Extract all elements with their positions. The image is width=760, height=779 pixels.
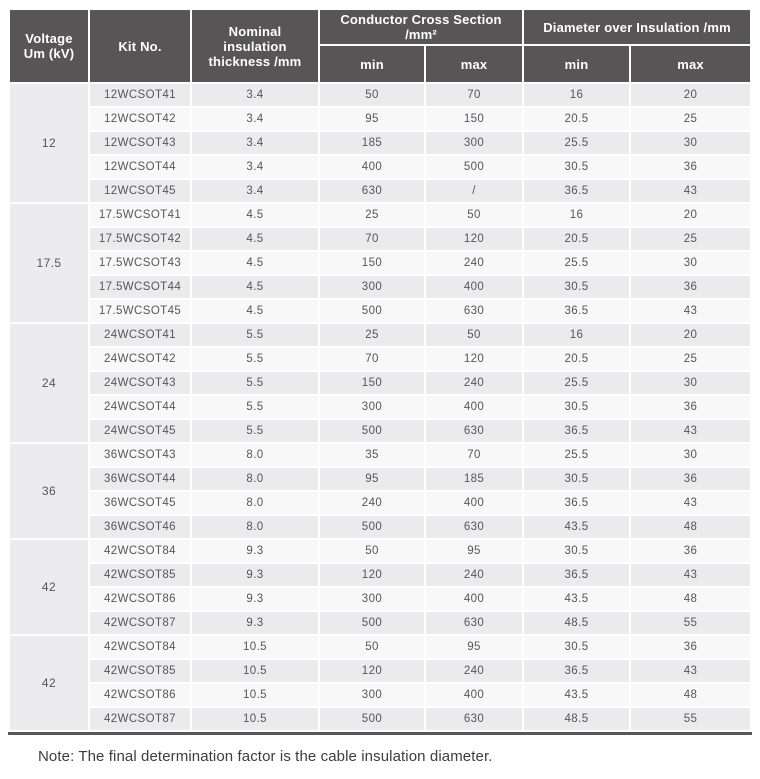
doi-min-cell: 16	[524, 324, 629, 346]
kit-selection-table	[8, 8, 752, 735]
thickness-cell: 9.3	[192, 564, 318, 586]
ccs-min-cell: 25	[320, 324, 424, 346]
table-row	[10, 252, 750, 274]
doi-max-cell: 20	[631, 84, 750, 106]
thickness-cell: 3.4	[192, 156, 318, 178]
ccs-min-cell: 500	[320, 708, 424, 730]
table-row	[10, 108, 750, 130]
ccs-min-cell: 630	[320, 180, 424, 202]
header-doi-min: min	[524, 46, 629, 82]
thickness-cell: 5.5	[192, 372, 318, 394]
ccs-max-cell: 240	[426, 660, 522, 682]
table-row	[10, 204, 750, 226]
header-voltage-line2: Um (kV)	[23, 46, 75, 61]
thickness-cell: 10.5	[192, 684, 318, 706]
voltage-group-cell: 17.5	[10, 204, 88, 322]
ccs-max-cell: 50	[426, 324, 522, 346]
table-row	[10, 444, 750, 466]
ccs-max-cell: 240	[426, 564, 522, 586]
doi-max-cell: 36	[631, 276, 750, 298]
ccs-max-cell: 120	[426, 228, 522, 250]
kit-no-cell: 42WCSOT84	[90, 636, 190, 658]
voltage-group-cell: 42	[10, 636, 88, 730]
kit-no-cell: 12WCSOT42	[90, 108, 190, 130]
doi-min-cell: 20.5	[524, 108, 629, 130]
voltage-group-cell: 36	[10, 444, 88, 538]
doi-min-cell: 36.5	[524, 660, 629, 682]
footnote: Note: The final determination factor is the cable insulation diameter.	[38, 748, 493, 765]
doi-max-cell: 43	[631, 564, 750, 586]
table-row	[10, 684, 750, 706]
kit-no-cell: 12WCSOT45	[90, 180, 190, 202]
table-row	[10, 396, 750, 418]
thickness-cell: 4.5	[192, 252, 318, 274]
table-row	[10, 708, 750, 730]
header-kit-no: Kit No.	[90, 10, 190, 82]
ccs-min-cell: 50	[320, 636, 424, 658]
doi-min-cell: 16	[524, 84, 629, 106]
doi-max-cell: 36	[631, 636, 750, 658]
header-nominal-line2: thickness /mm	[208, 53, 302, 69]
doi-min-cell: 48.5	[524, 612, 629, 634]
doi-min-cell: 25.5	[524, 444, 629, 466]
doi-min-cell: 36.5	[524, 492, 629, 514]
header-conductor-cross-section: Conductor Cross Section /mm²	[320, 10, 522, 44]
ccs-min-cell: 120	[320, 660, 424, 682]
header-ccs-min: min	[320, 46, 424, 82]
voltage-group-cell: 24	[10, 324, 88, 442]
table-row	[10, 420, 750, 442]
kit-no-cell: 17.5WCSOT41	[90, 204, 190, 226]
thickness-cell: 5.5	[192, 348, 318, 370]
doi-max-cell: 30	[631, 252, 750, 274]
table-row	[10, 660, 750, 682]
ccs-min-cell: 500	[320, 420, 424, 442]
table-header	[10, 10, 750, 82]
doi-min-cell: 25.5	[524, 132, 629, 154]
doi-min-cell: 25.5	[524, 372, 629, 394]
table-row	[10, 468, 750, 490]
voltage-group-cell: 12	[10, 84, 88, 202]
ccs-min-cell: 300	[320, 684, 424, 706]
doi-min-cell: 20.5	[524, 228, 629, 250]
table-row	[10, 228, 750, 250]
doi-min-cell: 25.5	[524, 252, 629, 274]
ccs-max-cell: 70	[426, 444, 522, 466]
thickness-cell: 8.0	[192, 492, 318, 514]
thickness-cell: 8.0	[192, 516, 318, 538]
kit-no-cell: 24WCSOT42	[90, 348, 190, 370]
table-row	[10, 492, 750, 514]
table-row	[10, 348, 750, 370]
thickness-cell: 4.5	[192, 204, 318, 226]
kit-no-cell: 42WCSOT86	[90, 684, 190, 706]
thickness-cell: 4.5	[192, 276, 318, 298]
ccs-min-cell: 95	[320, 108, 424, 130]
thickness-cell: 8.0	[192, 468, 318, 490]
doi-max-cell: 36	[631, 540, 750, 562]
header-doi-max: max	[631, 46, 750, 82]
thickness-cell: 8.0	[192, 444, 318, 466]
kit-no-cell: 42WCSOT85	[90, 660, 190, 682]
doi-min-cell: 36.5	[524, 300, 629, 322]
thickness-cell: 4.5	[192, 300, 318, 322]
table-row	[10, 372, 750, 394]
ccs-min-cell: 35	[320, 444, 424, 466]
doi-max-cell: 20	[631, 324, 750, 346]
kit-no-cell: 42WCSOT85	[90, 564, 190, 586]
ccs-max-cell: 630	[426, 420, 522, 442]
doi-min-cell: 36.5	[524, 180, 629, 202]
ccs-max-cell: 400	[426, 276, 522, 298]
ccs-min-cell: 150	[320, 252, 424, 274]
table-row	[10, 156, 750, 178]
kit-no-cell: 42WCSOT84	[90, 540, 190, 562]
doi-max-cell: 43	[631, 180, 750, 202]
doi-max-cell: 30	[631, 444, 750, 466]
kit-no-cell: 36WCSOT45	[90, 492, 190, 514]
ccs-max-cell: 630	[426, 708, 522, 730]
doi-min-cell: 30.5	[524, 396, 629, 418]
table-row	[10, 180, 750, 202]
doi-max-cell: 48	[631, 516, 750, 538]
ccs-max-cell: 50	[426, 204, 522, 226]
header-nominal-line1: Nominal insulation	[223, 23, 287, 54]
thickness-cell: 9.3	[192, 588, 318, 610]
kit-no-cell: 17.5WCSOT45	[90, 300, 190, 322]
doi-max-cell: 25	[631, 108, 750, 130]
voltage-group-cell: 42	[10, 540, 88, 634]
thickness-cell: 9.3	[192, 612, 318, 634]
thickness-cell: 10.5	[192, 636, 318, 658]
doi-min-cell: 43.5	[524, 588, 629, 610]
thickness-cell: 10.5	[192, 660, 318, 682]
doi-max-cell: 43	[631, 660, 750, 682]
ccs-min-cell: 400	[320, 156, 424, 178]
doi-max-cell: 48	[631, 588, 750, 610]
doi-max-cell: 55	[631, 612, 750, 634]
table-row	[10, 132, 750, 154]
ccs-min-cell: 300	[320, 276, 424, 298]
ccs-max-cell: 400	[426, 492, 522, 514]
doi-max-cell: 43	[631, 492, 750, 514]
table-row	[10, 276, 750, 298]
kit-no-cell: 36WCSOT46	[90, 516, 190, 538]
table-body	[10, 84, 750, 730]
kit-no-cell: 36WCSOT44	[90, 468, 190, 490]
table-row	[10, 324, 750, 346]
ccs-min-cell: 500	[320, 612, 424, 634]
ccs-max-cell: 500	[426, 156, 522, 178]
doi-max-cell: 25	[631, 228, 750, 250]
ccs-min-cell: 70	[320, 348, 424, 370]
doi-min-cell: 30.5	[524, 276, 629, 298]
doi-min-cell: 36.5	[524, 564, 629, 586]
header-diameter-over-insulation: Diameter over Insulation /mm	[524, 10, 750, 44]
ccs-min-cell: 300	[320, 396, 424, 418]
ccs-max-cell: 240	[426, 372, 522, 394]
thickness-cell: 3.4	[192, 132, 318, 154]
ccs-max-cell: 630	[426, 516, 522, 538]
ccs-max-cell: 630	[426, 300, 522, 322]
ccs-min-cell: 500	[320, 300, 424, 322]
header-ccs-max: max	[426, 46, 522, 82]
doi-max-cell: 48	[631, 684, 750, 706]
kit-no-cell: 17.5WCSOT43	[90, 252, 190, 274]
doi-max-cell: 30	[631, 132, 750, 154]
kit-no-cell: 24WCSOT44	[90, 396, 190, 418]
kit-no-cell: 24WCSOT45	[90, 420, 190, 442]
ccs-max-cell: 400	[426, 588, 522, 610]
ccs-max-cell: 70	[426, 84, 522, 106]
doi-max-cell: 36	[631, 468, 750, 490]
doi-max-cell: 36	[631, 156, 750, 178]
table-row	[10, 516, 750, 538]
ccs-max-cell: 95	[426, 540, 522, 562]
doi-min-cell: 30.5	[524, 156, 629, 178]
kit-no-cell: 42WCSOT87	[90, 612, 190, 634]
table-row	[10, 300, 750, 322]
kit-no-cell: 12WCSOT41	[90, 84, 190, 106]
ccs-max-cell: /	[426, 180, 522, 202]
ccs-min-cell: 150	[320, 372, 424, 394]
table-row	[10, 636, 750, 658]
ccs-min-cell: 70	[320, 228, 424, 250]
kit-no-cell: 17.5WCSOT42	[90, 228, 190, 250]
thickness-cell: 5.5	[192, 324, 318, 346]
ccs-min-cell: 500	[320, 516, 424, 538]
ccs-max-cell: 120	[426, 348, 522, 370]
doi-min-cell: 30.5	[524, 468, 629, 490]
doi-min-cell: 48.5	[524, 708, 629, 730]
ccs-max-cell: 185	[426, 468, 522, 490]
ccs-max-cell: 95	[426, 636, 522, 658]
ccs-min-cell: 240	[320, 492, 424, 514]
thickness-cell: 3.4	[192, 180, 318, 202]
doi-max-cell: 20	[631, 204, 750, 226]
table-row	[10, 564, 750, 586]
kit-no-cell: 24WCSOT41	[90, 324, 190, 346]
header-nominal-thickness	[192, 10, 318, 82]
doi-max-cell: 43	[631, 420, 750, 442]
ccs-max-cell: 300	[426, 132, 522, 154]
doi-min-cell: 30.5	[524, 540, 629, 562]
table-row	[10, 84, 750, 106]
ccs-max-cell: 240	[426, 252, 522, 274]
table-row	[10, 540, 750, 562]
doi-min-cell: 20.5	[524, 348, 629, 370]
ccs-min-cell: 25	[320, 204, 424, 226]
kit-no-cell: 42WCSOT87	[90, 708, 190, 730]
doi-min-cell: 36.5	[524, 420, 629, 442]
thickness-cell: 9.3	[192, 540, 318, 562]
doi-max-cell: 43	[631, 300, 750, 322]
ccs-max-cell: 150	[426, 108, 522, 130]
doi-min-cell: 43.5	[524, 516, 629, 538]
ccs-min-cell: 95	[320, 468, 424, 490]
ccs-min-cell: 50	[320, 540, 424, 562]
doi-max-cell: 25	[631, 348, 750, 370]
table-row	[10, 612, 750, 634]
doi-max-cell: 55	[631, 708, 750, 730]
thickness-cell: 5.5	[192, 396, 318, 418]
ccs-max-cell: 400	[426, 396, 522, 418]
kit-no-cell: 17.5WCSOT44	[90, 276, 190, 298]
kit-no-cell: 42WCSOT86	[90, 588, 190, 610]
ccs-min-cell: 50	[320, 84, 424, 106]
kit-no-cell: 12WCSOT43	[90, 132, 190, 154]
thickness-cell: 4.5	[192, 228, 318, 250]
ccs-min-cell: 300	[320, 588, 424, 610]
doi-max-cell: 30	[631, 372, 750, 394]
thickness-cell: 10.5	[192, 708, 318, 730]
ccs-min-cell: 120	[320, 564, 424, 586]
doi-min-cell: 30.5	[524, 636, 629, 658]
header-voltage	[10, 10, 88, 82]
thickness-cell: 3.4	[192, 84, 318, 106]
kit-no-cell: 36WCSOT43	[90, 444, 190, 466]
thickness-cell: 3.4	[192, 108, 318, 130]
ccs-max-cell: 630	[426, 612, 522, 634]
kit-no-cell: 12WCSOT44	[90, 156, 190, 178]
doi-min-cell: 16	[524, 204, 629, 226]
kit-no-cell: 24WCSOT43	[90, 372, 190, 394]
header-voltage-line1: Voltage	[25, 31, 73, 46]
table-row	[10, 588, 750, 610]
ccs-max-cell: 400	[426, 684, 522, 706]
thickness-cell: 5.5	[192, 420, 318, 442]
doi-min-cell: 43.5	[524, 684, 629, 706]
doi-max-cell: 36	[631, 396, 750, 418]
ccs-min-cell: 185	[320, 132, 424, 154]
